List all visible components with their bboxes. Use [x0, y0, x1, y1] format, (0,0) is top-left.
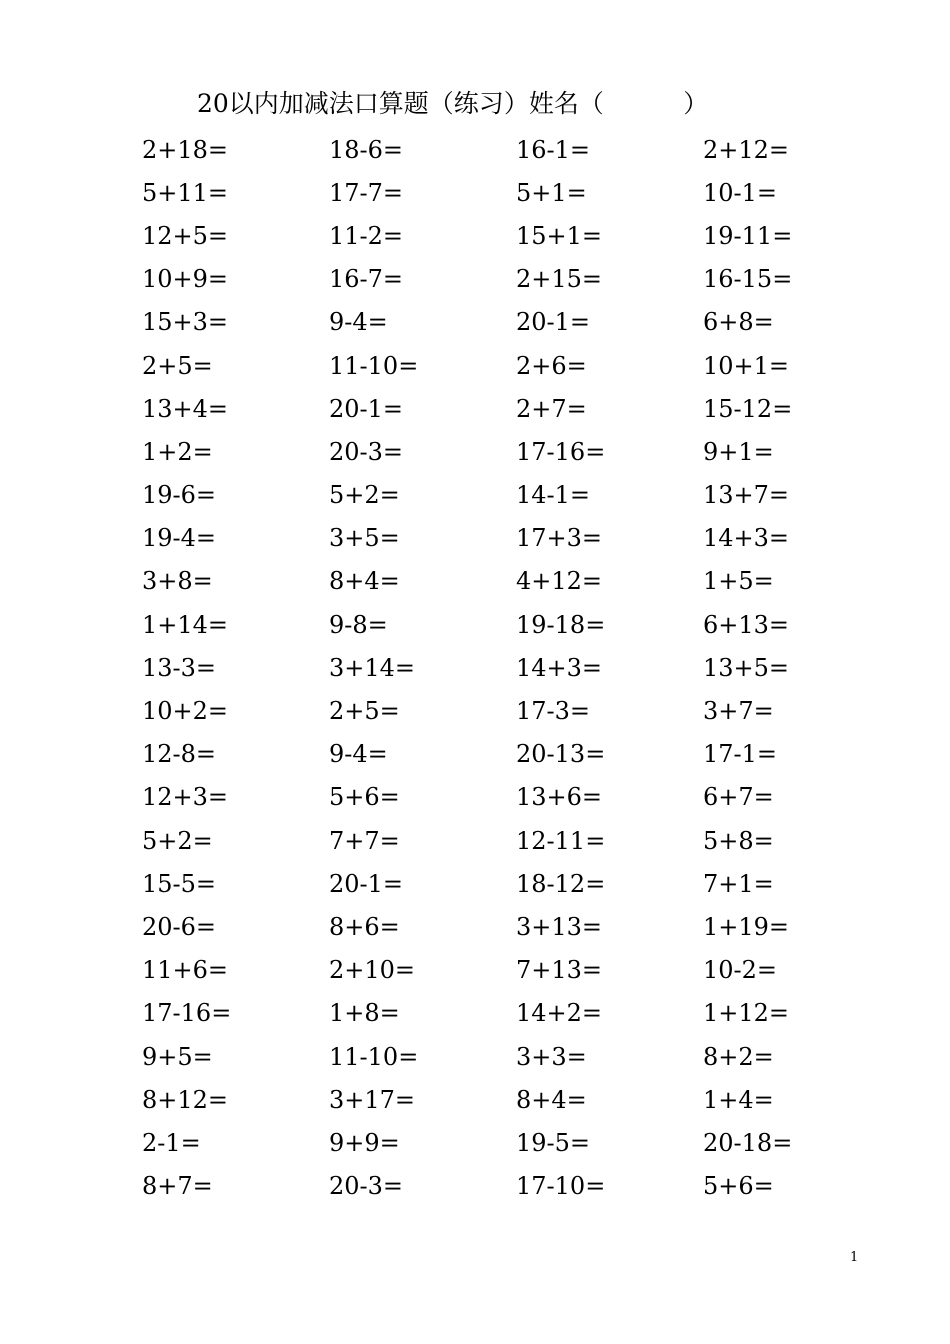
arithmetic-problem: 2+10=: [329, 956, 416, 985]
arithmetic-problem: 14+3=: [516, 653, 603, 682]
arithmetic-problem: 10+2=: [142, 697, 229, 726]
arithmetic-problem: 20-1=: [329, 394, 404, 423]
page-number: 1: [850, 1250, 859, 1265]
arithmetic-problem: 6+8=: [703, 308, 774, 337]
arithmetic-problem: 2+18=: [142, 135, 229, 164]
arithmetic-problem: 8+12=: [142, 1085, 229, 1114]
arithmetic-problem: 7+13=: [516, 956, 603, 985]
arithmetic-problem: 5+8=: [703, 826, 774, 855]
arithmetic-problem: 11-10=: [329, 351, 419, 380]
arithmetic-problem: 16-1=: [516, 135, 591, 164]
problem-row: [142, 474, 890, 517]
arithmetic-problem: 20-1=: [516, 308, 591, 337]
arithmetic-problem: 17-3=: [516, 697, 591, 726]
arithmetic-problem: 7+7=: [329, 826, 400, 855]
arithmetic-problem: 19-4=: [142, 524, 217, 553]
arithmetic-problem: 2+12=: [703, 135, 790, 164]
arithmetic-problem: 15+1=: [516, 221, 603, 250]
arithmetic-problem: 10-1=: [703, 178, 778, 207]
arithmetic-problem: 8+7=: [142, 1172, 213, 1201]
arithmetic-problem: 9-4=: [329, 740, 388, 769]
arithmetic-problem: 4+12=: [516, 567, 603, 596]
arithmetic-problem: 1+4=: [703, 1085, 774, 1114]
arithmetic-problem: 19-5=: [516, 1128, 591, 1157]
arithmetic-problem: 10-2=: [703, 956, 778, 985]
problem-row: [142, 301, 890, 344]
arithmetic-problem: 12+3=: [142, 783, 229, 812]
arithmetic-problem: 8+4=: [516, 1085, 587, 1114]
arithmetic-problem: 17-7=: [329, 178, 404, 207]
problem-row: [142, 819, 890, 862]
arithmetic-problem: 10+9=: [142, 265, 229, 294]
arithmetic-problem: 16-7=: [329, 265, 404, 294]
problem-row: [142, 776, 890, 819]
arithmetic-problem: 15-5=: [142, 869, 217, 898]
arithmetic-problem: 14-1=: [516, 481, 591, 510]
arithmetic-problem: 1+14=: [142, 610, 229, 639]
arithmetic-problem: 2+5=: [329, 697, 400, 726]
problem-row: [142, 603, 890, 646]
arithmetic-problem: 20-1=: [329, 869, 404, 898]
arithmetic-problem: 6+7=: [703, 783, 774, 812]
arithmetic-problem: 17-16=: [142, 999, 232, 1028]
arithmetic-problem: 2-1=: [142, 1128, 201, 1157]
arithmetic-problem: 17+3=: [516, 524, 603, 553]
arithmetic-problem: 8+2=: [703, 1042, 774, 1071]
arithmetic-problem: 5+2=: [329, 481, 400, 510]
arithmetic-problem: 12-8=: [142, 740, 217, 769]
arithmetic-problem: 8+4=: [329, 567, 400, 596]
arithmetic-problem: 3+3=: [516, 1042, 587, 1071]
arithmetic-problem: 11-2=: [329, 221, 404, 250]
problem-row: [142, 689, 890, 732]
arithmetic-problem: 10+1=: [703, 351, 790, 380]
problem-row: [142, 258, 890, 301]
arithmetic-problem: 18-6=: [329, 135, 404, 164]
arithmetic-problem: 13-3=: [142, 653, 217, 682]
problem-grid: [142, 128, 890, 1208]
arithmetic-problem: 1+5=: [703, 567, 774, 596]
arithmetic-problem: 11-10=: [329, 1042, 419, 1071]
problem-row: [142, 992, 890, 1035]
arithmetic-problem: 7+1=: [703, 869, 774, 898]
arithmetic-problem: 9+1=: [703, 437, 774, 466]
arithmetic-problem: 13+7=: [703, 481, 790, 510]
arithmetic-problem: 1+19=: [703, 912, 790, 941]
arithmetic-problem: 20-13=: [516, 740, 606, 769]
worksheet-title: 20以内加减法口算题（练习）姓名（ ）: [197, 89, 709, 118]
arithmetic-problem: 5+2=: [142, 826, 213, 855]
arithmetic-problem: 17-1=: [703, 740, 778, 769]
problem-row: [142, 905, 890, 948]
problem-row: [142, 646, 890, 689]
problem-row: [142, 128, 890, 171]
arithmetic-problem: 20-3=: [329, 1172, 404, 1201]
arithmetic-problem: 3+8=: [142, 567, 213, 596]
arithmetic-problem: 2+6=: [516, 351, 587, 380]
problem-row: [142, 560, 890, 603]
arithmetic-problem: 20-3=: [329, 437, 404, 466]
problem-row: [142, 862, 890, 905]
problem-row: [142, 1121, 890, 1164]
arithmetic-problem: 1+2=: [142, 437, 213, 466]
arithmetic-problem: 15+3=: [142, 308, 229, 337]
arithmetic-problem: 9-8=: [329, 610, 388, 639]
arithmetic-problem: 1+12=: [703, 999, 790, 1028]
arithmetic-problem: 2+5=: [142, 351, 213, 380]
arithmetic-problem: 9-4=: [329, 308, 388, 337]
arithmetic-problem: 13+6=: [516, 783, 603, 812]
arithmetic-problem: 14+3=: [703, 524, 790, 553]
arithmetic-problem: 19-18=: [516, 610, 606, 639]
arithmetic-problem: 11+6=: [142, 956, 229, 985]
arithmetic-problem: 18-12=: [516, 869, 606, 898]
problem-row: [142, 1035, 890, 1078]
arithmetic-problem: 9+5=: [142, 1042, 213, 1071]
problem-row: [142, 214, 890, 257]
arithmetic-problem: 3+13=: [516, 912, 603, 941]
arithmetic-problem: 16-15=: [703, 265, 793, 294]
arithmetic-problem: 15-12=: [703, 394, 793, 423]
arithmetic-problem: 20-18=: [703, 1128, 793, 1157]
arithmetic-problem: 5+6=: [703, 1172, 774, 1201]
arithmetic-problem: 20-6=: [142, 912, 217, 941]
problem-row: [142, 387, 890, 430]
arithmetic-problem: 3+14=: [329, 653, 416, 682]
arithmetic-problem: 5+11=: [142, 178, 229, 207]
arithmetic-problem: 2+7=: [516, 394, 587, 423]
arithmetic-problem: 19-11=: [703, 221, 793, 250]
arithmetic-problem: 13+5=: [703, 653, 790, 682]
problem-row: [142, 733, 890, 776]
problem-row: [142, 517, 890, 560]
arithmetic-problem: 3+5=: [329, 524, 400, 553]
arithmetic-problem: 12-11=: [516, 826, 606, 855]
problem-row: [142, 1165, 890, 1208]
arithmetic-problem: 9+9=: [329, 1128, 400, 1157]
arithmetic-problem: 13+4=: [142, 394, 229, 423]
arithmetic-problem: 17-10=: [516, 1172, 606, 1201]
arithmetic-problem: 17-16=: [516, 437, 606, 466]
arithmetic-problem: 8+6=: [329, 912, 400, 941]
arithmetic-problem: 3+7=: [703, 697, 774, 726]
problem-row: [142, 171, 890, 214]
arithmetic-problem: 14+2=: [516, 999, 603, 1028]
arithmetic-problem: 5+6=: [329, 783, 400, 812]
arithmetic-problem: 1+8=: [329, 999, 400, 1028]
problem-row: [142, 430, 890, 473]
arithmetic-problem: 12+5=: [142, 221, 229, 250]
arithmetic-problem: 5+1=: [516, 178, 587, 207]
problem-row: [142, 344, 890, 387]
problem-row: [142, 949, 890, 992]
arithmetic-problem: 2+15=: [516, 265, 603, 294]
arithmetic-problem: 6+13=: [703, 610, 790, 639]
problem-row: [142, 1078, 890, 1121]
arithmetic-problem: 19-6=: [142, 481, 217, 510]
arithmetic-problem: 3+17=: [329, 1085, 416, 1114]
